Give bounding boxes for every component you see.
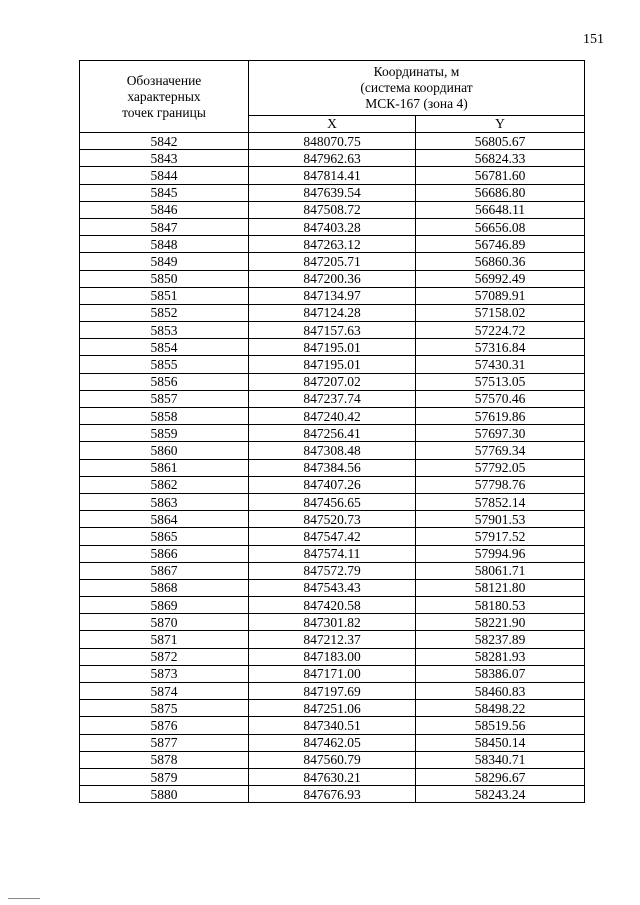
table-row xyxy=(80,493,585,510)
cell-y: 58237.89 xyxy=(416,631,585,648)
cell-point: 5848 xyxy=(80,236,249,253)
table-row xyxy=(80,511,585,528)
cell-point: 5872 xyxy=(80,648,249,665)
table-row xyxy=(80,253,585,270)
cell-y: 57430.31 xyxy=(416,356,585,373)
cell-x: 847308.48 xyxy=(249,442,416,459)
cell-point: 5861 xyxy=(80,459,249,476)
cell-y: 58340.71 xyxy=(416,751,585,768)
cell-y: 57619.86 xyxy=(416,408,585,425)
cell-x: 847403.28 xyxy=(249,218,416,235)
cell-point: 5860 xyxy=(80,442,249,459)
cell-x: 847962.63 xyxy=(249,150,416,167)
header-coords-line: (система координат xyxy=(360,80,473,95)
table-row xyxy=(80,373,585,390)
cell-y: 58221.90 xyxy=(416,614,585,631)
cell-point: 5842 xyxy=(80,133,249,150)
header-coordinates xyxy=(249,61,585,116)
cell-y: 57570.46 xyxy=(416,390,585,407)
cell-x: 847520.73 xyxy=(249,511,416,528)
table-row xyxy=(80,597,585,614)
table-row xyxy=(80,734,585,751)
cell-y: 57158.02 xyxy=(416,304,585,321)
header-point-line: Обозначение xyxy=(126,72,202,88)
cell-point: 5870 xyxy=(80,614,249,631)
header-point-line: характерных xyxy=(127,88,201,104)
header-coords-line: Координаты, м xyxy=(373,64,460,79)
cell-y: 58243.24 xyxy=(416,786,585,803)
table-row xyxy=(80,648,585,665)
cell-y: 56805.67 xyxy=(416,133,585,150)
cell-point: 5853 xyxy=(80,322,249,339)
cell-point: 5865 xyxy=(80,528,249,545)
cell-point: 5857 xyxy=(80,390,249,407)
header-coords-line: МСК-167 (зона 4) xyxy=(365,96,468,111)
cell-x: 847124.28 xyxy=(249,304,416,321)
cell-point: 5864 xyxy=(80,511,249,528)
cell-point: 5866 xyxy=(80,545,249,562)
cell-x: 847301.82 xyxy=(249,614,416,631)
table-row xyxy=(80,356,585,373)
header-point-designation xyxy=(80,61,249,133)
table-row xyxy=(80,322,585,339)
cell-y: 56860.36 xyxy=(416,253,585,270)
cell-point: 5863 xyxy=(80,493,249,510)
cell-point: 5847 xyxy=(80,218,249,235)
cell-x: 847560.79 xyxy=(249,751,416,768)
cell-point: 5859 xyxy=(80,425,249,442)
cell-point: 5876 xyxy=(80,717,249,734)
page-number: 151 xyxy=(583,32,604,47)
cell-point: 5867 xyxy=(80,562,249,579)
cell-y: 57316.84 xyxy=(416,339,585,356)
table-header xyxy=(80,61,585,133)
cell-point: 5877 xyxy=(80,734,249,751)
cell-point: 5854 xyxy=(80,339,249,356)
cell-point: 5868 xyxy=(80,579,249,596)
scan-edge-mark xyxy=(8,898,40,899)
table-row xyxy=(80,133,585,150)
cell-point: 5846 xyxy=(80,201,249,218)
cell-y: 58519.56 xyxy=(416,717,585,734)
table-row xyxy=(80,390,585,407)
table-row xyxy=(80,459,585,476)
cell-x: 847205.71 xyxy=(249,253,416,270)
cell-x: 847237.74 xyxy=(249,390,416,407)
cell-y: 56656.08 xyxy=(416,218,585,235)
table-row xyxy=(80,218,585,235)
cell-y: 58281.93 xyxy=(416,648,585,665)
header-x: X xyxy=(249,116,416,133)
cell-x: 847547.42 xyxy=(249,528,416,545)
cell-x: 847207.02 xyxy=(249,373,416,390)
cell-y: 57697.30 xyxy=(416,425,585,442)
cell-x: 847197.69 xyxy=(249,683,416,700)
cell-point: 5873 xyxy=(80,665,249,682)
cell-point: 5879 xyxy=(80,768,249,785)
cell-x: 848070.75 xyxy=(249,133,416,150)
cell-x: 847195.01 xyxy=(249,356,416,373)
table-body xyxy=(80,133,585,803)
cell-x: 847256.41 xyxy=(249,425,416,442)
table-row xyxy=(80,562,585,579)
cell-x: 847630.21 xyxy=(249,768,416,785)
cell-y: 58121.80 xyxy=(416,579,585,596)
table-row xyxy=(80,304,585,321)
cell-point: 5880 xyxy=(80,786,249,803)
cell-y: 56746.89 xyxy=(416,236,585,253)
cell-x: 847639.54 xyxy=(249,184,416,201)
cell-point: 5862 xyxy=(80,476,249,493)
cell-y: 57769.34 xyxy=(416,442,585,459)
table-row xyxy=(80,768,585,785)
cell-x: 847240.42 xyxy=(249,408,416,425)
cell-y: 56686.80 xyxy=(416,184,585,201)
cell-y: 57917.52 xyxy=(416,528,585,545)
cell-x: 847456.65 xyxy=(249,493,416,510)
table-row xyxy=(80,665,585,682)
cell-y: 57089.91 xyxy=(416,287,585,304)
cell-x: 847420.58 xyxy=(249,597,416,614)
cell-point: 5869 xyxy=(80,597,249,614)
cell-point: 5843 xyxy=(80,150,249,167)
cell-y: 57901.53 xyxy=(416,511,585,528)
table-row xyxy=(80,201,585,218)
cell-x: 847543.43 xyxy=(249,579,416,596)
cell-x: 847384.56 xyxy=(249,459,416,476)
table-row xyxy=(80,528,585,545)
cell-point: 5849 xyxy=(80,253,249,270)
cell-x: 847134.97 xyxy=(249,287,416,304)
cell-y: 57852.14 xyxy=(416,493,585,510)
cell-point: 5856 xyxy=(80,373,249,390)
table-row xyxy=(80,425,585,442)
table-row xyxy=(80,167,585,184)
cell-x: 847574.11 xyxy=(249,545,416,562)
cell-x: 847171.00 xyxy=(249,665,416,682)
cell-point: 5878 xyxy=(80,751,249,768)
cell-y: 56824.33 xyxy=(416,150,585,167)
table-row xyxy=(80,614,585,631)
coordinates-table xyxy=(79,60,585,803)
table-row xyxy=(80,631,585,648)
cell-x: 847183.00 xyxy=(249,648,416,665)
header-point-line: точек границы xyxy=(122,104,206,120)
cell-point: 5850 xyxy=(80,270,249,287)
cell-y: 58180.53 xyxy=(416,597,585,614)
cell-x: 847195.01 xyxy=(249,339,416,356)
cell-x: 847157.63 xyxy=(249,322,416,339)
cell-y: 58061.71 xyxy=(416,562,585,579)
cell-y: 56781.60 xyxy=(416,167,585,184)
cell-y: 58498.22 xyxy=(416,700,585,717)
cell-point: 5845 xyxy=(80,184,249,201)
cell-y: 56648.11 xyxy=(416,201,585,218)
cell-y: 57798.76 xyxy=(416,476,585,493)
cell-point: 5874 xyxy=(80,683,249,700)
header-row-top xyxy=(80,61,585,116)
table-row xyxy=(80,150,585,167)
cell-y: 57994.96 xyxy=(416,545,585,562)
cell-y: 56992.49 xyxy=(416,270,585,287)
table-row xyxy=(80,287,585,304)
cell-x: 847572.79 xyxy=(249,562,416,579)
cell-y: 57513.05 xyxy=(416,373,585,390)
table-row xyxy=(80,442,585,459)
table-row xyxy=(80,236,585,253)
cell-x: 847676.93 xyxy=(249,786,416,803)
table-row xyxy=(80,751,585,768)
cell-point: 5855 xyxy=(80,356,249,373)
cell-y: 58450.14 xyxy=(416,734,585,751)
table-row xyxy=(80,476,585,493)
table-row xyxy=(80,683,585,700)
cell-y: 58386.07 xyxy=(416,665,585,682)
header-y: Y xyxy=(416,116,585,133)
cell-point: 5852 xyxy=(80,304,249,321)
cell-y: 58296.67 xyxy=(416,768,585,785)
cell-x: 847212.37 xyxy=(249,631,416,648)
cell-point: 5871 xyxy=(80,631,249,648)
cell-x: 847200.36 xyxy=(249,270,416,287)
cell-point: 5875 xyxy=(80,700,249,717)
table-row xyxy=(80,270,585,287)
table-row xyxy=(80,700,585,717)
cell-point: 5844 xyxy=(80,167,249,184)
table-row xyxy=(80,786,585,803)
cell-y: 58460.83 xyxy=(416,683,585,700)
cell-x: 847340.51 xyxy=(249,717,416,734)
table-row xyxy=(80,545,585,562)
table-row xyxy=(80,408,585,425)
cell-point: 5851 xyxy=(80,287,249,304)
cell-x: 847814.41 xyxy=(249,167,416,184)
table-row xyxy=(80,339,585,356)
cell-y: 57792.05 xyxy=(416,459,585,476)
cell-x: 847263.12 xyxy=(249,236,416,253)
cell-x: 847407.26 xyxy=(249,476,416,493)
table-row xyxy=(80,579,585,596)
cell-x: 847508.72 xyxy=(249,201,416,218)
cell-point: 5858 xyxy=(80,408,249,425)
cell-x: 847462.05 xyxy=(249,734,416,751)
table-row xyxy=(80,717,585,734)
cell-x: 847251.06 xyxy=(249,700,416,717)
table-row xyxy=(80,184,585,201)
cell-y: 57224.72 xyxy=(416,322,585,339)
